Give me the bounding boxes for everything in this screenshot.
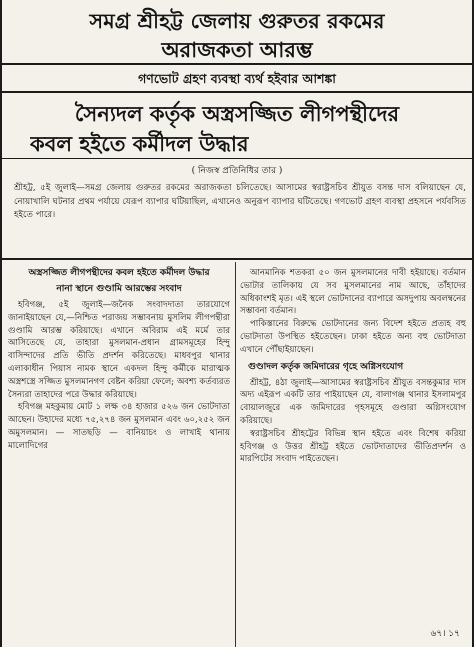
rule-above-columns: [2, 258, 472, 260]
right-column: [240, 267, 466, 466]
left-column: [8, 267, 230, 453]
left-paragraph-2: হবিগঞ্জ মহকুমায় মোট ১ লক্ষ ৩৪ হাজার ৫২৬ জন ভোটদাতা আছেন। উহাদের মধ্যে ৭৫,২৭৪ জন মুসলমান এবং ৬০,২৫২ জন অমুসলমান। — সাতছড়ি — বানিয়াচং ও লাখাই থানায় মালোদিগের: [8, 402, 230, 451]
rule-under-subheadline: [2, 91, 472, 93]
left-border: [0, 0, 2, 647]
headline-line-1: সমগ্র শ্রীহট্ট জেলায় গুরুতর রকমের: [89, 9, 385, 33]
date-tag: ৬৭। ১৭: [430, 629, 460, 639]
right-paragraph-1: আনমানিক শতকরা ৫০ জন মুসলমানের দাবী হইয়াছে। বর্তমান ভোটার তালিকায় যে সব মুসলমানের নাম আছে, তাঁহাদের অধিকাংশই মৃত। এই স্থলে ভোটদানের ব্যাপারে অসদুপায় অবলম্বনের সম্ভাবনা বর্তমান।: [240, 268, 466, 317]
left-subhead-1: অস্ত্রসজ্জিত লীগপন্থীদের কবল হইতে কর্মীদল উদ্ধার: [28, 268, 210, 278]
column-separator: [235, 262, 236, 647]
rule-under-headline: [2, 63, 472, 65]
headline-line-2: অরাজকতা আরম্ভ: [161, 38, 313, 62]
subheadline: গণভোট গ্রহণ ব্যবস্থা ব্যর্থ হইবার আশঙ্কা: [138, 71, 336, 86]
rule-above-byline: [2, 158, 472, 159]
right-paragraph-2: পাকিস্তানের বিরুদ্ধে ভোটদানের জন্য বিদেশ হইতে প্রত্যহ বহু ভোটদাতা উপস্থিত হইতেছেন। ঢাকা হইতে অন্য বহু ভোটদাতা এখানে পৌঁছাইয়াছেন।: [240, 319, 466, 355]
headline-line-3: সৈন্যদল কর্তৃক অস্ত্রসজ্জিত লীগপন্থীদের: [74, 102, 400, 126]
right-paragraph-4: স্বরাষ্ট্রসচিব শ্রীহট্টের বিভিন্ন স্থান হইতে এবং বিশেষ করিয়া হবিগঞ্জ ও উত্তর শ্রীহট্ট হইতে ভোটদাতাদের ভীতিপ্রদর্শন ও মারপিটের সংবাদ পাইতেছেন।: [240, 428, 466, 465]
lead-paragraph: শ্রীহট্ট, ৫ই জুলাই—সমগ্র জেলায় গুরুতর রকমের অরাজকতা চলিতেছে। আসামের স্বরাষ্ট্রসচিব শ্রীযুত বসন্ত দাস বলিয়াছেন যে, নোয়াখালি ঘটনার প্রথম পর্যায়ে যেরূপ ব্যাপার ঘটিয়াছিল, এখানেও অনুরূপ ব্যাপার ঘটিতেছে। গণভোট গ্রহণ ব্যবস্থা প্রহসনে পর্যবসিত হইতে পারে।: [14, 183, 466, 221]
byline: ( নিজস্ব প্রতিনিধির তার ): [191, 166, 283, 176]
left-paragraph-1: হবিগঞ্জ, ৫ই জুলাই—জনৈক সংবাদদাতা তারযোগে জানাইয়াছেন যে,—নিশ্চিত পরাজয় সম্ভাবনায় মুসলিম লীগপন্থীরা গুণ্ডামি আরম্ভ করিয়াছে। এখানে অবিরাম এই মর্মে তার আসিতেছে যে, তাহারা মুসলমান-প্রধান গ্রামসমূহের হিন্দু বাসিন্দাদের প্রতি ভীতি প্রদর্শন করিতেছে। মাধবপুর থানার এলাকাধীন পিয়াস নামক স্থানে একদল হিন্দু কর্মীকে মারাত্মক অস্ত্রশস্ত্রে সজ্জিত মুসলমানগণ বেষ্টন করিয়া ফেলে; অবশ্য কর্তব্যরত সৈন্যরা তাহাদের পরে উদ্ধার করিয়াছে।: [8, 300, 230, 400]
right-paragraph-3: শ্রীহট্ট, ৪ঠা জুলাই—আসামের স্বরাষ্ট্রসচিব শ্রীযুত বসন্তকুমার দাস অদ্য এইরূপ একটি তার পাইয়াছেন যে, বালাগঞ্জ থানার ইসলামপুর বোয়ালজুরে এক জমিদারের গৃহসমূহে গুণ্ডারা অগ্নিসংযোগ করিয়াছে।: [240, 377, 466, 426]
left-subhead-2: নানা স্থানে গুণ্ডামি আরম্ভের সংবাদ: [56, 284, 182, 294]
right-subhead: গুণ্ডাদল কর্তৃক জমিদারের গৃহে অগ্নিসংযোগ: [248, 361, 404, 372]
headline-line-4: কবল হইতে কর্মীদল উদ্ধার: [30, 132, 249, 156]
